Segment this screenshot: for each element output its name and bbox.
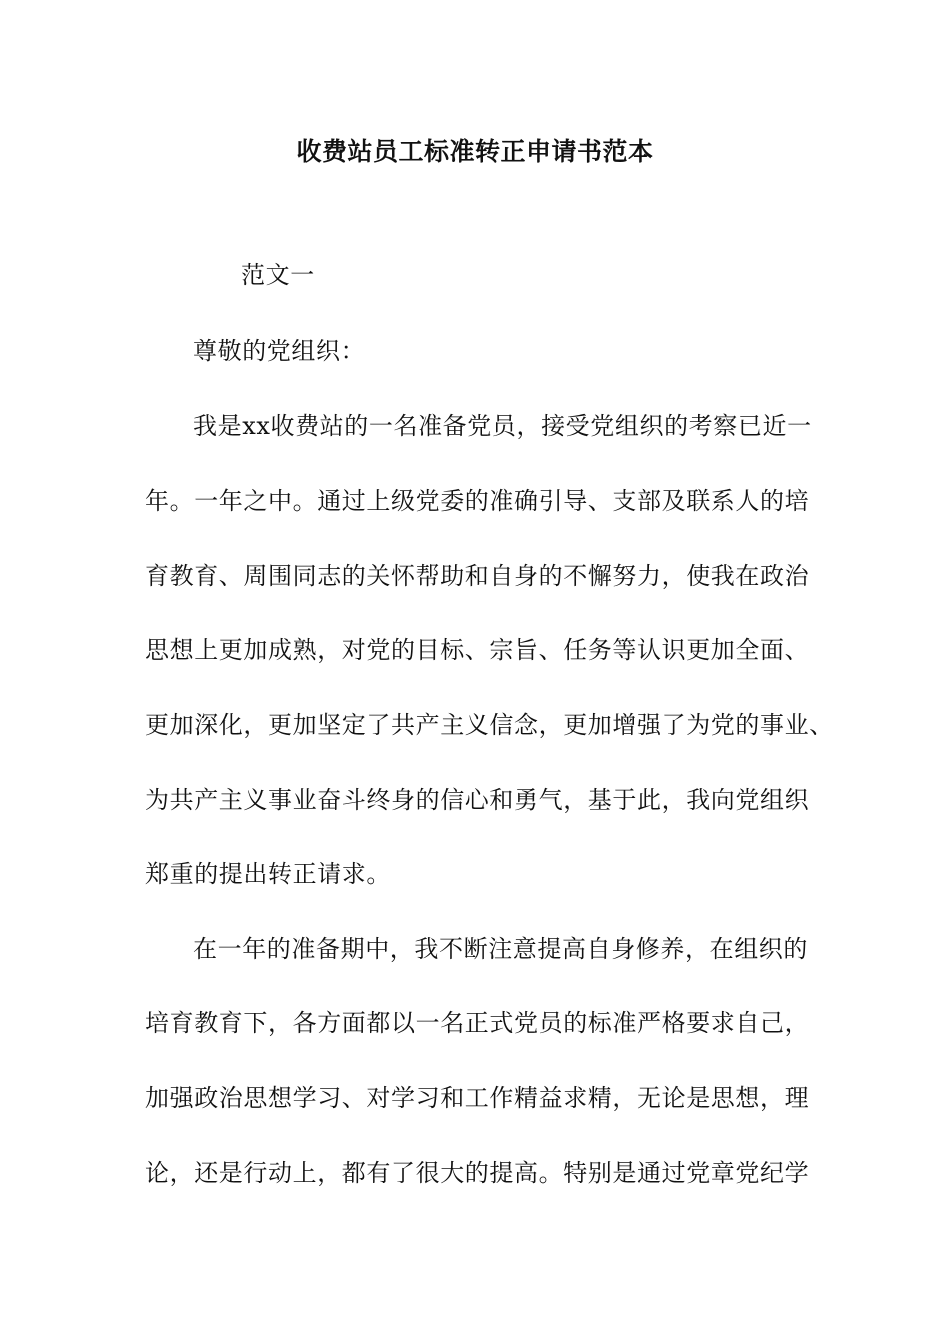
paragraph-line: 加强政治思想学习、对学习和工作精益求精，无论是思想，理 bbox=[145, 1084, 810, 1112]
paragraph-line: 年。一年之中。通过上级党委的准确引导、支部及联系人的培 bbox=[145, 487, 810, 515]
paragraph-line: 在一年的准备期中，我不断注意提高自身修养，在组织的 bbox=[193, 935, 808, 963]
paragraph-line: 思想上更加成熟，对党的目标、宗旨、任务等认识更加全面、 bbox=[145, 636, 810, 664]
paragraph-line: 论，还是行动上，都有了很大的提高。特别是通过党章党纪学 bbox=[145, 1159, 810, 1187]
paragraph-line: 我是xx收费站的一名准备党员，接受党组织的考察已近一 bbox=[193, 412, 812, 440]
paragraph-line: 育教育、周围同志的关怀帮助和自身的不懈努力，使我在政治 bbox=[145, 562, 810, 590]
paragraph-line: 更加深化，更加坚定了共产主义信念，更加增强了为党的事业、 bbox=[145, 711, 834, 739]
paragraph-line: 培育教育下，各方面都以一名正式党员的标准严格要求自己， bbox=[145, 1009, 810, 1037]
document-title: 收费站员工标准转正申请书范本 bbox=[296, 137, 654, 166]
paragraph-line: 为共产主义事业奋斗终身的信心和勇气，基于此，我向党组织 bbox=[145, 786, 810, 814]
paragraph-line: 郑重的提出转正请求。 bbox=[145, 860, 391, 888]
salutation: 尊敬的党组织： bbox=[193, 337, 366, 365]
section-label: 范文一 bbox=[241, 261, 315, 289]
